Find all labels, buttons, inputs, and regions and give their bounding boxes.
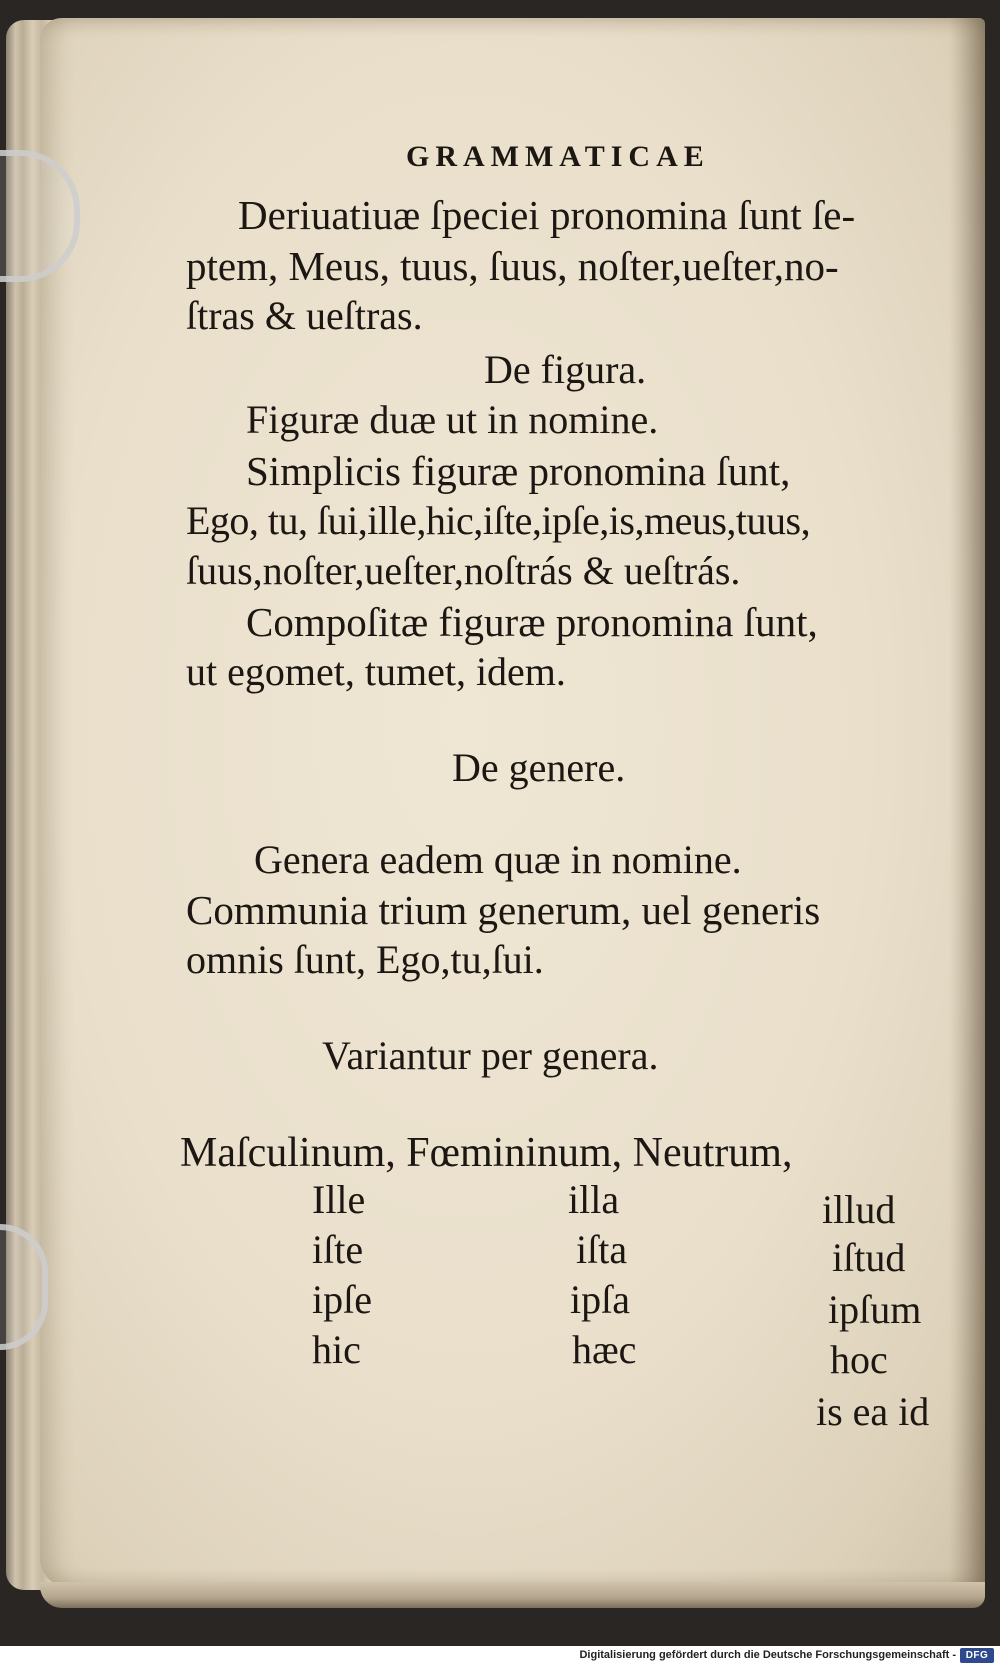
section-heading: De genere. bbox=[452, 745, 626, 790]
running-head: GRAMMATICAE bbox=[406, 140, 710, 173]
text-line: Compoſitæ figuræ pronomina ſunt, bbox=[246, 599, 818, 645]
table-cell-neuter: hoc bbox=[830, 1337, 888, 1382]
text-line: Figuræ duæ ut in nomine. bbox=[246, 397, 659, 442]
table-cell-masculine: hic bbox=[312, 1327, 361, 1372]
table-cell-feminine: hæc bbox=[572, 1327, 637, 1372]
dfg-logo-icon: DFG bbox=[960, 1648, 994, 1663]
text-line: Genera eadem quæ in nomine. bbox=[254, 837, 742, 882]
table-cell-neuter: iſtud bbox=[832, 1235, 906, 1280]
table-cell-neuter: ipſum bbox=[828, 1287, 922, 1332]
table-cell-masculine: Ille bbox=[312, 1177, 366, 1222]
text-line: Simplicis figuræ pronomina ſunt, bbox=[246, 448, 791, 494]
section-heading: Variantur per genera. bbox=[322, 1033, 659, 1078]
text-line: Communia trium generum, uel generis bbox=[186, 887, 821, 933]
digitization-credit: Digitalisierung gefördert durch die Deutsche Forschungsgemeinschaft - bbox=[579, 1649, 956, 1661]
text-line: ſuus,noſter,ueſter,noſtrás & ueſtrás. bbox=[186, 548, 741, 593]
table-cell-feminine: ipſa bbox=[570, 1277, 630, 1322]
text-line: Ego, tu, ſui,ille,hic,iſte,ipſe,is,meus,tuus, bbox=[186, 498, 811, 543]
table-cell-feminine: illa bbox=[568, 1177, 620, 1222]
text-line: omnis ſunt, Ego,tu,ſui. bbox=[186, 937, 544, 982]
text-line: Deriuatiuæ ſpeciei pronomina ſunt ſe- bbox=[238, 192, 856, 238]
text-line: ptem, Meus, tuus, ſuus, noſter,ueſter,no- bbox=[186, 243, 839, 289]
section-heading: De figura. bbox=[484, 347, 647, 392]
table-cell-feminine: iſta bbox=[576, 1227, 628, 1272]
table-header: Maſculinum, Fœmininum, Neutrum, bbox=[180, 1130, 793, 1176]
text-line: ut egomet, tumet, idem. bbox=[186, 649, 566, 694]
text-line: ſtras & ueſtras. bbox=[186, 293, 423, 338]
table-cell-masculine: ipſe bbox=[312, 1277, 372, 1322]
table-cell-neuter: illud bbox=[822, 1187, 896, 1232]
table-row-final: is ea id bbox=[816, 1389, 930, 1434]
table-cell-masculine: iſte bbox=[312, 1227, 364, 1272]
